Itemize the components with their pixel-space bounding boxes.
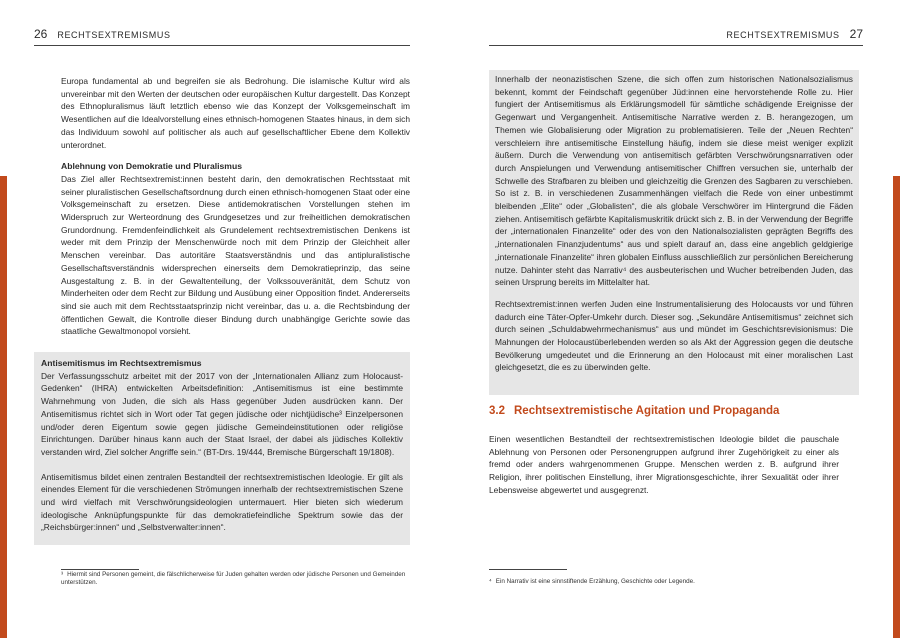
left-page-number: 26 xyxy=(34,27,48,41)
right-page-number: 27 xyxy=(849,27,863,41)
antisemitism-box-paragraph-2: Antisemitismus bildet einen zentralen Bestandteil der rechtsextremistischen Ideologie. Er gilt als einendes Element für die verschiedenen Strömungen innerhalb der rechtsextremistischen Szene und wird vielfach mit Verschwörungsideologien untermauert. Hier bieten sich wiederum ideologische Anknüpfungspunkte für das demokratiefeindliche Spektrum sowie das der „Reichsbürger:innen“ und „Selbstverwalter:innen“. xyxy=(41,471,403,533)
section-paragraph: Einen wesentlichen Bestandteil der rechtsextremistischen Ideologie bildet die pauschale Ablehnung von Personen oder Personengruppen aufgrund ihrer Zugehörigkeit zu einer als fremd oder anders wahrgenommenen Gruppe. Menschen werden z. B. aufgrund ihrer Religion, ihrer politischen Einstellung, ihrer Migrationsgeschichte, ihrer Sexualität oder ihrer Lebensweise abgewertet und ausgegrenzt. xyxy=(489,434,839,495)
footnote-4 xyxy=(489,578,849,586)
antisemitism-continuation-box xyxy=(489,70,859,395)
right-running-head: RECHTSEXTREMISMUS xyxy=(726,30,840,40)
left-running-head: RECHTSEXTREMISMUS xyxy=(57,30,171,40)
right-header-rule xyxy=(489,45,863,46)
section-number: 3.2 xyxy=(489,405,505,417)
right-main-text xyxy=(489,433,839,497)
democracy-paragraph: Das Ziel aller Rechtsextremist:innen besteht darin, den demokratischen Rechtsstaat mit seiner pluralistischen Gesellschaftsordnung durch einen ethnisch-homogenen Staat oder eine Volksgemeinschaft zu ersetzen. Diese antidemokratischen Vorstellungen stehen im Widerspruch zur Werteordnung des Grundgesetzes und zur freiheitlichen demokratischen Grundordnung. Fremdenfeindlichkeit als Grundelement rechtsextremistischen Denkens ist weder mit dem Prinzip der Menschenwürde noch mit dem Prinzip der Gleichheit aller Menschen vereinbar. Das autoritäre Staatsverständnis und das antipluralistische Gesellschaftsverständnis widersprechen einerseits dem Demokratieprinzip, das seine Ausgestaltung z. B. in der Gewaltenteilung, der Volkssouveränität, dem Schutz von Minderheiten oder dem Recht zur Bildung und Ausübung einer Opposition findet. Andererseits sind sie auch mit dem Rechtsstaatsprinzip nicht vereinbar, das u. a. die Rechtsbindung der öffentlichen Gewalt, die Kontrolle dieser Bindung durch unabhängige Gerichte sowie das staatliche Gewaltmonopol vorsieht. xyxy=(61,173,410,337)
antisemitism-info-box xyxy=(34,352,410,545)
continuation-box-paragraph-1: Innerhalb der neonazistischen Szene, die sich offen zum historischen Nationalsozialismus bekennt, kommt der Feindschaft gegenüber Jüd:innen eine hervorstehende Rolle zu. Hier fungiert der Antisemitismus als Erklärungsmodell für sämtliche schädigende Ereignisse der Gegenwart und Vergangenheit. Antisemitische Narrative werden z. B. herangezogen, um Themen wie Globalisierung oder Migration zu problematisieren. Teile der „Neuen Rechten“ verschleiern ihre antisemitische Einstellung häufig, indem sie diese meist weniger explizit äußern. Durch die Verwendung von antisemitisch gefärbten Verschwörungsnarrativen oder durch Anspielungen und Verwendung antisemitischer Chiffren versuchen sie, unterhalb der Schwelle des Strafbaren zu bleiben und gleichzeitig die Grenzen des Sagbaren zu verschieben. So ist z. B. in verschiedenen Zusammenhängen vielfach die Rede von einer unbestimmt bleibenden „Elite“ oder „Globalisten“, die als globale Verschwörer im Hintergrund die Fäden ziehen. Antisemitisch gefärbte Kapitalismuskritik drückt sich z. B. in der Verwendung der Begriffe der „internationalen Finanzelite“ oder des von den Nationalsozialisten geprägten Begriffs des „internationalen Finanzjudentums“ aus und spielt darauf an, dass eine angeblich geldgierige „internationale Finanzelite“ ihren globalen Einfluss ausschließlich zur persönlichen Bereicherung nutze. Dahinter steht das Narrativ⁴ des ausbeuterischen und Wucher betreibenden Juden, das seinen Ursprung bereits im Mittelalter hat. xyxy=(495,74,853,288)
intro-paragraph: Europa fundamental ab und begreifen sie als Bedrohung. Die islamische Kultur wird als unvereinbar mit den Werten der deutschen oder europäischen Kultur dargestellt. Das Konzept des Ethnopluralismus läuft letztlich ebenso wie das Konzept der Volksgemeinschaft im Wesentlichen auf die Idealvorstellung eines ethnisch-homogenen Staates hinaus, in dem sich das Individuum sowohl auf politischer als auch auf gesellschaftlicher Ebene dem Kollektiv unterordnet. xyxy=(61,76,410,150)
left-accent-bar xyxy=(0,176,7,638)
continuation-box-paragraph-2: Rechtsextremist:innen werfen Juden eine Instrumentalisierung des Holocausts vor und führen dadurch eine Täter-Opfer-Umkehr durch. Dieser sog. „Sekundäre Antisemitismus“ zeichnet sich durch seinen „Schuldabwehrmechanismus“ aus und mündet im Geschichtsrevisionismus: Die Mahnungen der Holocaustüberlebenden werden so als Akt der Aggression gegen die deutsche Bevölkerung umgedeutet und die Erinnerung an den Holocaust mit einer moralischen Last gleichgesetzt, die es zu überwinden gelte. xyxy=(495,298,853,373)
section-heading xyxy=(489,405,779,417)
section-title: Rechtsextremistische Agitation und Propaganda xyxy=(514,405,780,417)
right-footnote-rule xyxy=(489,569,567,570)
footnote-3-text: Hiermit sind Personen gemeint, die fälschlicherweise für Juden gehalten werden oder jüdische Personen und Gemeinden unterstützen. xyxy=(61,571,406,587)
footnote-3-mark: ³ xyxy=(61,571,64,578)
footnote-3 xyxy=(61,571,406,588)
left-footnote-rule xyxy=(61,569,139,570)
democracy-subheading: Ablehnung von Demokratie und Pluralismus xyxy=(61,161,242,172)
left-main-text xyxy=(61,75,410,338)
left-page-header xyxy=(34,27,410,41)
footnote-4-text: Ein Narrativ ist eine sinnstiftende Erzählung, Geschichte oder Legende. xyxy=(495,578,695,585)
footnote-4-mark: ⁴ xyxy=(489,578,492,585)
right-accent-bar xyxy=(893,176,900,638)
antisemitism-box-title: Antisemitismus im Rechtsextremismus xyxy=(41,358,202,368)
left-header-rule xyxy=(34,45,410,46)
right-page-header xyxy=(489,27,863,41)
antisemitism-box-paragraph-1: Der Verfassungsschutz arbeitet mit der 2017 von der „Internationalen Allianz zum Holocaust-Gedenken“ (IHRA) entwickelten Arbeitsdefinition: „Antisemitismus ist eine bestimmte Wahrnehmung von Juden, die sich als Hass gegenüber Juden ausdrücken kann. Der Antisemitismus richtet sich in Wort oder Tat gegen jüdische oder nichtjüdische³ Einzelpersonen und/oder deren Eigentum sowie gegen jüdische Gemeindeinstitutionen oder religiöse Einrichtungen. Darüber hinaus kann auch der Staat Israel, der dabei als jüdisches Kollektiv verstanden wird, Ziel solcher Angriffe sein.“ (BT-Drs. 19/444, Bremische Bürgerschaft 19/1808). xyxy=(41,370,403,457)
